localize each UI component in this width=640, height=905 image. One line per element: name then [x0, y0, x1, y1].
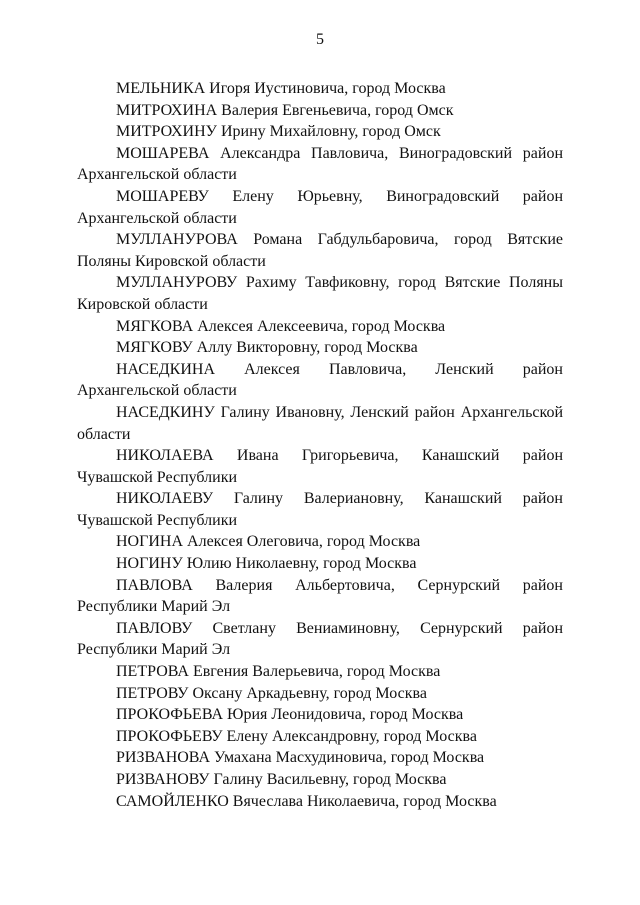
list-entry: НОГИНА Алексея Олеговича, город Москва	[116, 533, 421, 551]
list-entry: ПЕТРОВА Евгения Валерьевича, город Москва	[116, 663, 441, 681]
list-entry: МУЛЛАНУРОВА Романа Габдульбаровича, город Вятские Поляны Кировской области	[77, 231, 563, 270]
list-entry: МИТРОХИНА Валерия Евгеньевича, город Омск	[116, 101, 454, 119]
list-entry: МЯГКОВУ Аллу Викторовну, город Москва	[116, 339, 418, 357]
page-number: 5	[316, 31, 324, 48]
list-entry: ПРОКОФЬЕВА Юрия Леонидовича, город Москва	[116, 706, 464, 724]
list-entry: МИТРОХИНУ Ирину Михайловну, город Омск	[116, 123, 441, 141]
list-entry: НАСЕДКИНУ Галину Ивановну, Ленский район Архангельской области	[77, 403, 563, 443]
list-entry: МОШАРЕВУ Елену Юрьевну, Виноградовский район Архангельской области	[77, 187, 563, 227]
list-entry: РИЗВАНОВУ Галину Васильевну, город Москва	[116, 771, 447, 788]
list-entry: МУЛЛАНУРОВУ Рахиму Тавфиковну, город Вятские Поляны Кировской области	[77, 274, 563, 313]
list-entry: ПАВЛОВУ Светлану Вениаминовну, Сернурский район Республики Марий Эл	[77, 619, 563, 659]
list-entry: МОШАРЕВА Александра Павловича, Виноградовский район Архангельской области	[77, 144, 563, 184]
list-entry: РИЗВАНОВА Умахана Масхудиновича, город Москва	[116, 749, 485, 767]
list-entry: НИКОЛАЕВУ Галину Валериановну, Канашский район Чувашской Республики	[77, 490, 563, 529]
list-entry: МЕЛЬНИКА Игоря Иустиновича, город Москва	[116, 80, 446, 97]
list-entry: ПАВЛОВА Валерия Альбертовича, Сернурский район Республики Марий Эл	[77, 576, 563, 616]
list-entry: НАСЕДКИНА Алексея Павловича, Ленский район Архангельской области	[77, 360, 563, 400]
list-entry: МЯГКОВА Алексея Алексеевича, город Москва	[116, 317, 446, 335]
list-entry: ПРОКОФЬЕВУ Елену Александровну, город Москва	[116, 727, 477, 745]
list-entry: НОГИНУ Юлию Николаевну, город Москва	[116, 555, 417, 573]
list-entry: САМОЙЛЕНКО Вячеслава Николаевича, город Москва	[116, 792, 497, 810]
award-recipient-list	[77, 78, 563, 812]
list-entry: ПЕТРОВУ Оксану Аркадьевну, город Москва	[116, 684, 427, 702]
list-entry: НИКОЛАЕВА Ивана Григорьевича, Канашский район Чувашской Республики	[77, 447, 563, 486]
